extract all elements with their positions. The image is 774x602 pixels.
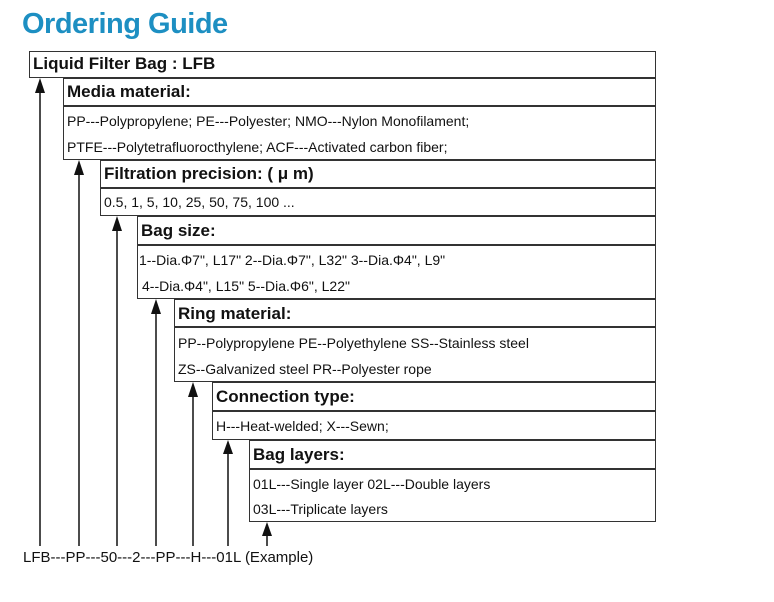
bagsize-options-line-1: 1--Dia.Φ7", L17" 2--Dia.Φ7", L32" 3--Dia.Φ4", L9" [139, 252, 446, 268]
arrow-head-product [35, 78, 45, 93]
product-label: Liquid Filter Bag : LFB [33, 54, 216, 73]
layers-options-line-1: 01L---Single layer 02L---Double layers [253, 476, 491, 492]
layers-options-line-2: 03L---Triplicate layers [253, 501, 388, 517]
arrow-head-ring [188, 382, 198, 397]
arrow-head-connection [223, 440, 233, 454]
example-code: LFB---PP---50---2---PP---H---01L (Example) [23, 549, 314, 566]
page-title: Ordering Guide [22, 8, 228, 40]
arrow-head-media [74, 160, 84, 175]
ring-options-line-2: ZS--Galvanized steel PR--Polyester rope [178, 361, 432, 377]
layers-heading: Bag layers: [253, 445, 345, 464]
arrow-head-precision [112, 216, 122, 231]
connection-heading: Connection type: [216, 387, 355, 406]
arrow-head-bagsize [151, 299, 161, 314]
precision-options: 0.5, 1, 5, 10, 25, 50, 75, 100 ... [104, 194, 295, 210]
media-options-line-2: PTFE---Polytetrafluorocthylene; ACF---Activated carbon fiber; [67, 139, 448, 155]
arrow-head-layers [262, 522, 272, 536]
ring-options-line-1: PP--Polypropylene PE--Polyethylene SS--Stainless steel [178, 335, 529, 351]
media-heading: Media material: [67, 82, 191, 101]
bagsize-heading: Bag size: [141, 221, 216, 240]
ring-heading: Ring material: [178, 304, 292, 323]
connection-options: H---Heat-welded; X---Sewn; [216, 418, 389, 434]
precision-heading: Filtration precision: ( μ m) [104, 164, 314, 183]
media-options-line-1: PP---Polypropylene; PE---Polyester; NMO---Nylon Monofilament; [67, 113, 470, 129]
bagsize-options-line-2: 4--Dia.Φ4", L15" 5--Dia.Φ6", L22" [142, 278, 350, 294]
